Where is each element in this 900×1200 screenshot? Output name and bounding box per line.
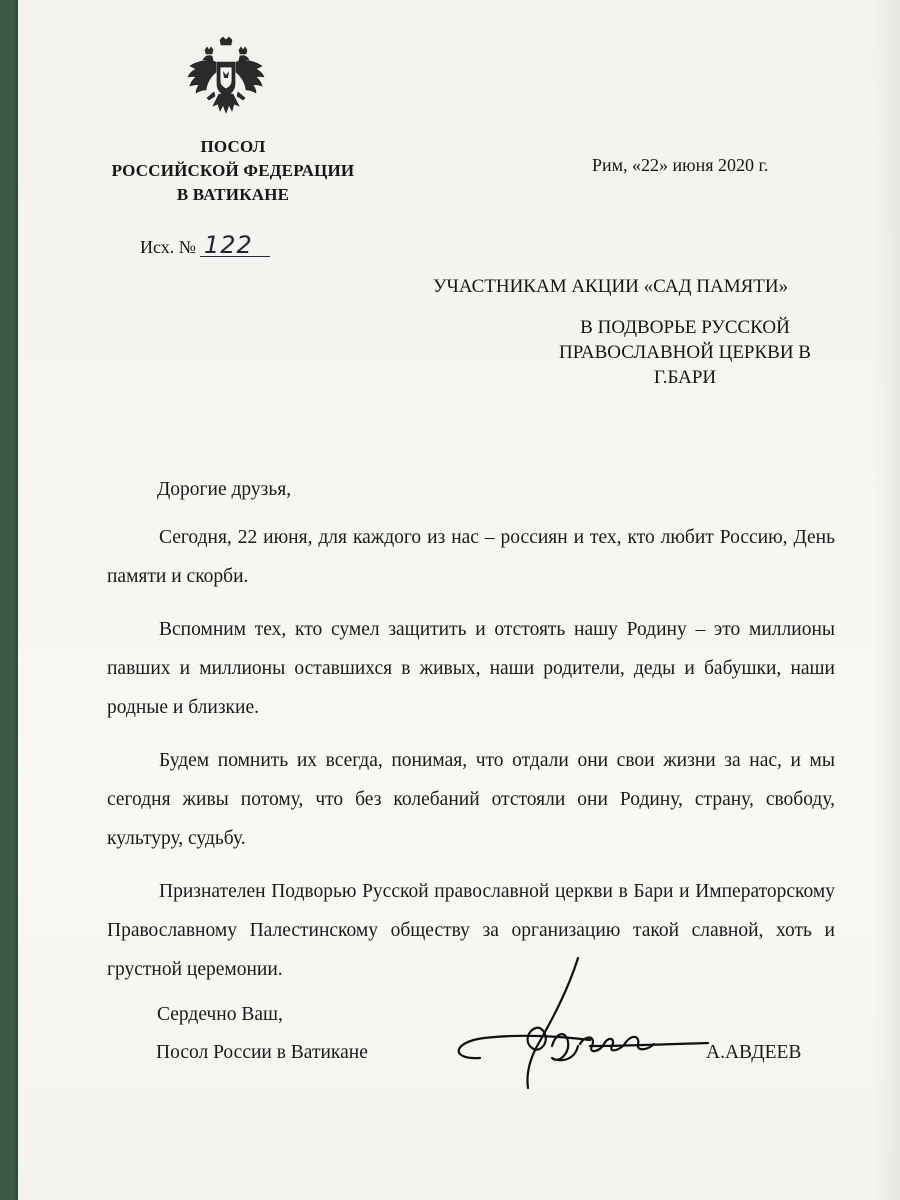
reference-label: Исх. № — [140, 237, 196, 257]
double-headed-eagle-emblem — [186, 36, 266, 120]
addressee-block — [530, 315, 840, 390]
handwritten-signature — [440, 950, 720, 1100]
letter-date: Рим, «22» июня 2020 г. — [592, 155, 769, 175]
sender-organization — [88, 135, 378, 207]
addressee-line-2: В ПОДВОРЬЕ РУССКОЙ — [580, 317, 790, 338]
greeting: Дорогие друзья, — [157, 479, 292, 500]
addressee-line-4: Г.БАРИ — [653, 367, 717, 388]
paragraph-3: Будем помнить их всегда, понимая, что отдали они свои жизни за нас, и мы сегодня живы потому, что без колебаний отстояли они Родину, страну, свободу, культуру, судьбу. — [107, 750, 835, 849]
sender-org-line-1: ПОСОЛ — [200, 137, 266, 156]
outgoing-reference — [140, 231, 264, 259]
sender-org-line-2: РОССИЙСКОЙ ФЕДЕРАЦИИ — [111, 161, 355, 180]
closing: Сердечно Ваш, — [157, 1004, 283, 1025]
signatory-role: Посол России в Ватикане — [156, 1042, 368, 1063]
paragraph-1: Сегодня, 22 июня, для каждого из нас – россиян и тех, кто любит Россию, День памяти и скорби. — [107, 527, 835, 587]
addressee-line-1: УЧАСТНИКАМ АКЦИИ «САД ПАМЯТИ» — [433, 276, 789, 297]
paper-edge-shade — [874, 0, 900, 1200]
reference-number: 122 — [204, 231, 264, 259]
addressee-line-3: ПРАВОСЛАВНОЙ ЦЕРКВИ В — [559, 342, 811, 363]
sender-org-line-3: В ВАТИКАНЕ — [176, 185, 290, 204]
signatory-name: А.АВДЕЕВ — [706, 1042, 802, 1063]
paragraph-2: Вспомним тех, кто сумел защитить и отстоять нашу Родину – это миллионы павших и миллионы оставшихся в живых, наши родители, деды и бабушки, наши родные и близкие. — [107, 619, 835, 718]
paragraph-4: Признателен Подворью Русской православной церкви в Бари и Императорскому Православному Палестинскому обществу за организацию такой славной, хоть и грустной церемонии. — [107, 881, 835, 980]
